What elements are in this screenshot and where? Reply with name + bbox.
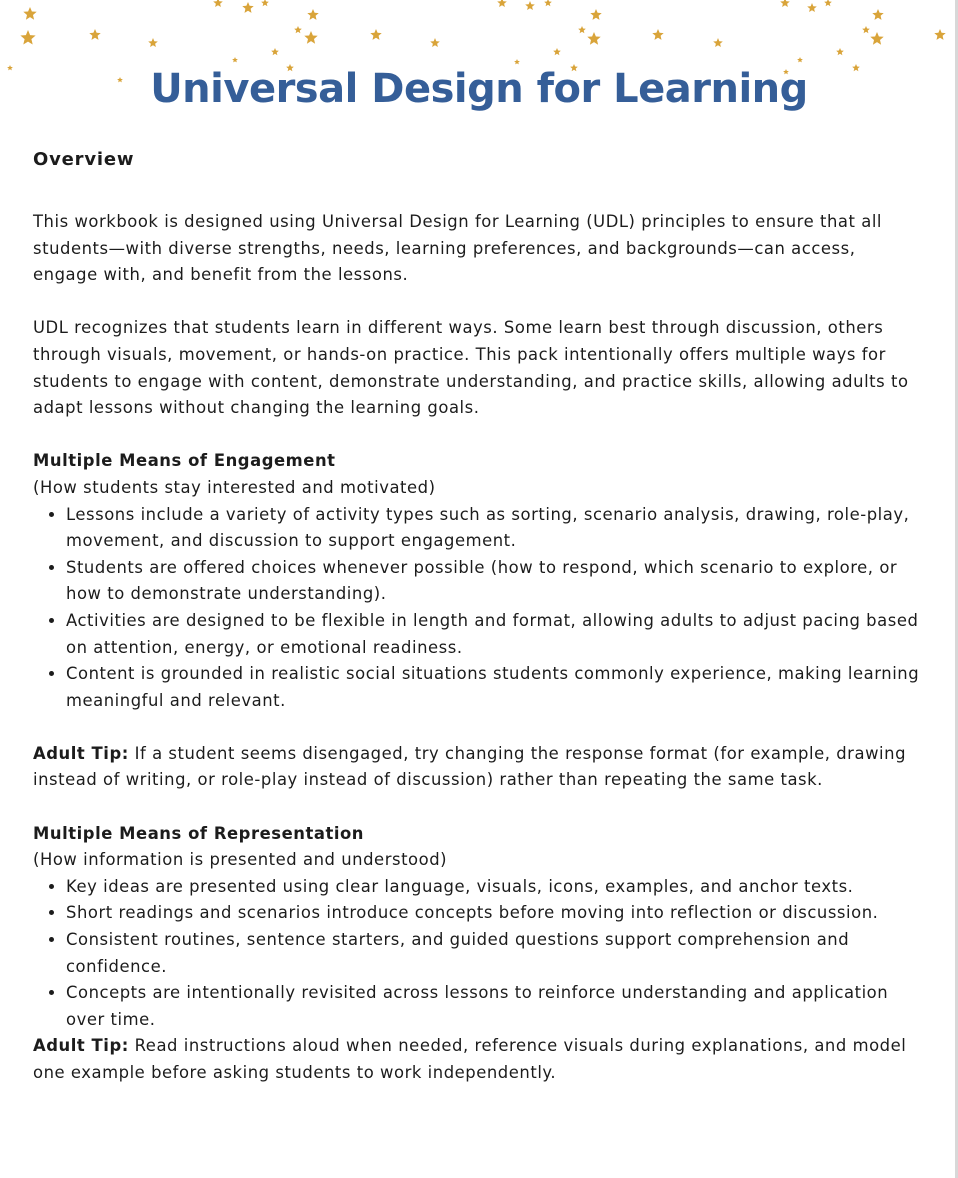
list-item: • Students are offered choices whenever possible (how to respond, which scenario to explore, or how to demonstrate understanding). xyxy=(66,555,923,608)
representation-heading: Multiple Means of Representation xyxy=(33,823,365,843)
document-body xyxy=(33,145,923,1087)
star-icon xyxy=(261,0,269,6)
list-item: • Key ideas are presented using clear language, visuals, icons, examples, and anchor texts. xyxy=(66,874,923,901)
star-icon xyxy=(294,26,302,33)
star-icon xyxy=(652,29,663,40)
star-icon xyxy=(89,29,100,40)
tip-label: Adult Tip: xyxy=(33,743,129,763)
star-icon xyxy=(578,26,586,33)
star-icon xyxy=(23,7,36,20)
engagement-heading: Multiple Means of Engagement xyxy=(33,451,336,471)
representation-subtitle: (How information is presented and understood) xyxy=(33,850,448,870)
overview-paragraph: UDL recognizes that students learn in different ways. Some learn best through discussion, others through visuals, movement, or hands-on practice. This pack intentionally offers multiple ways for students to engage with content, demonstrate understanding, and practice skills, allowing adults to adapt lessons without changing the learning goals. xyxy=(33,318,909,418)
star-icon xyxy=(148,38,158,47)
star-icon xyxy=(213,0,223,7)
overview-heading: Overview xyxy=(33,149,135,170)
star-icon xyxy=(370,29,381,40)
page-title: Universal Design for Learning xyxy=(150,66,808,112)
star-icon xyxy=(304,31,317,44)
star-icon xyxy=(780,0,790,7)
star-icon xyxy=(514,59,520,64)
tip-text: Read instructions aloud when needed, reference visuals during explanations, and model one example before asking students to work independently. xyxy=(33,1036,907,1082)
star-icon xyxy=(525,1,535,10)
star-icon xyxy=(836,48,844,55)
representation-list xyxy=(33,874,923,1034)
star-icon xyxy=(807,3,817,12)
star-icon xyxy=(870,32,883,45)
list-item: • Concepts are intentionally revisited across lessons to reinforce understanding and application over time. xyxy=(66,980,923,1033)
star-icon xyxy=(242,2,253,13)
star-icon xyxy=(271,48,279,55)
star-icon xyxy=(587,32,600,45)
list-item: • Short readings and scenarios introduce concepts before moving into reflection or discussion. xyxy=(66,900,923,927)
list-item: • Content is grounded in realistic social situations students commonly experience, making learning meaningful and relevant. xyxy=(66,661,923,714)
star-icon xyxy=(544,0,552,6)
engagement-list xyxy=(33,502,923,715)
overview-paragraph: This workbook is designed using Universal Design for Learning (UDL) principles to ensure that all students—with diverse strengths, needs, learning preferences, and backgrounds—can access, engage with, and benefit from the lessons. xyxy=(33,212,883,285)
star-icon xyxy=(872,9,883,20)
tip-text: If a student seems disengaged, try changing the response format (for example, drawing instead of writing, or role-play instead of discussion) rather than repeating the same task. xyxy=(33,743,907,790)
star-icon xyxy=(797,57,803,62)
list-item: • Lessons include a variety of activity types such as sorting, scenario analysis, drawing, role-play, movement, and discussion to support engagement. xyxy=(66,502,923,555)
star-icon xyxy=(20,30,35,45)
star-icon xyxy=(934,29,945,40)
list-item: • Consistent routines, sentence starters, and guided questions support comprehension and confidence. xyxy=(66,927,923,980)
star-icon xyxy=(553,48,561,55)
star-icon xyxy=(307,9,318,20)
list-item: • Activities are designed to be flexible in length and format, allowing adults to adjust pacing based on attention, energy, or emotional readiness. xyxy=(66,608,923,661)
star-icon xyxy=(713,38,723,47)
star-icon xyxy=(824,0,832,6)
star-icon xyxy=(862,26,870,33)
star-icon xyxy=(497,0,507,7)
engagement-adult-tip xyxy=(33,741,923,794)
star-icon xyxy=(590,9,601,20)
star-icon xyxy=(232,57,238,62)
star-icon xyxy=(430,38,440,47)
engagement-subtitle: (How students stay interested and motivated) xyxy=(33,477,436,497)
tip-label: Adult Tip: xyxy=(33,1036,129,1056)
representation-adult-tip xyxy=(33,1033,923,1086)
